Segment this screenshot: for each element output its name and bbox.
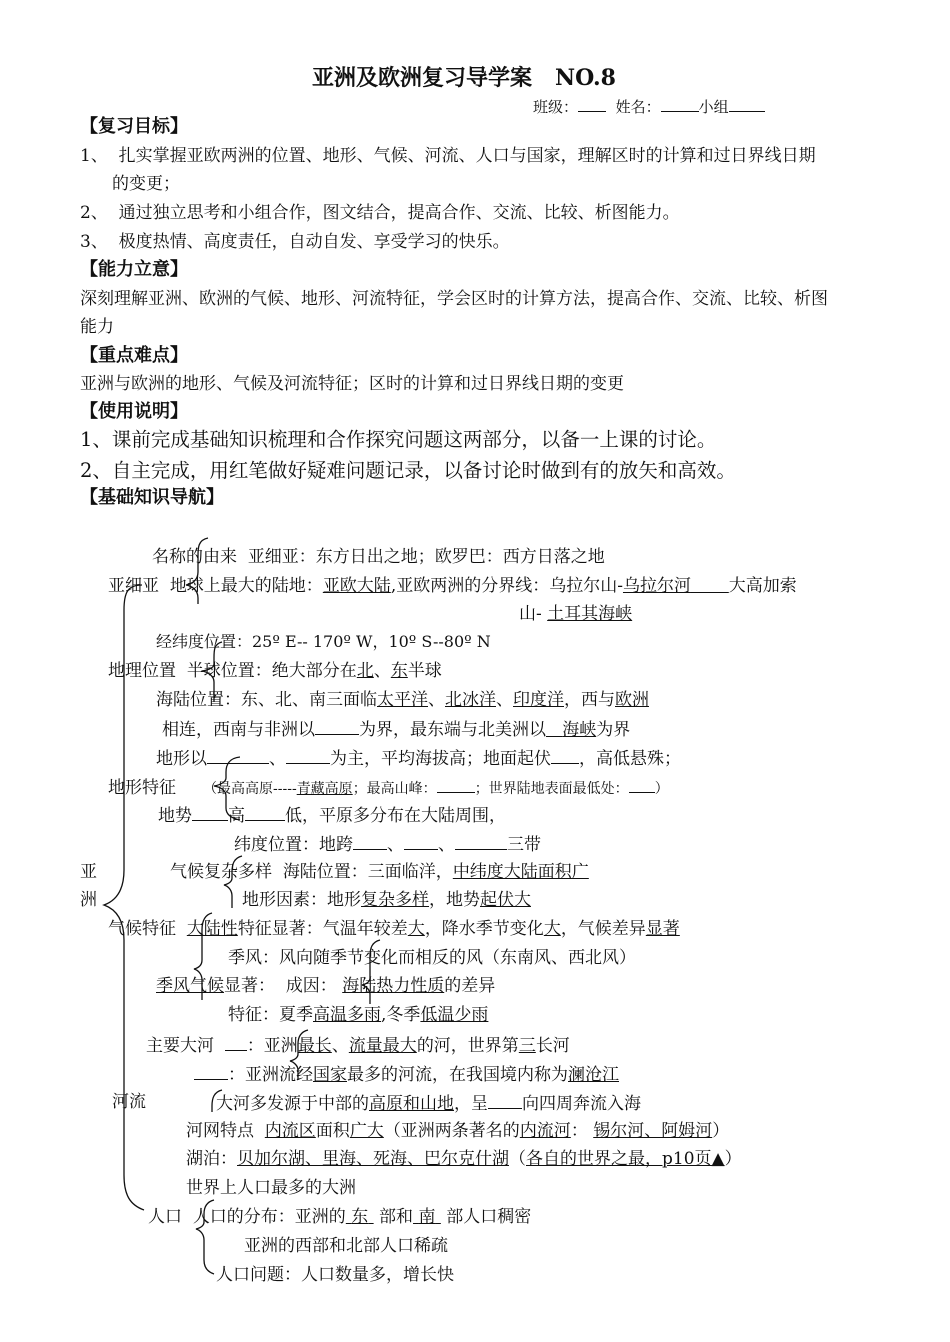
page-title: 亚洲及欧洲复习导学案 NO.8	[312, 65, 616, 91]
outline-pop-most: 世界上人口最多的大洲	[186, 1178, 356, 1198]
outline-name-origin: 名称的由来 亚细亚：东方日出之地；欧罗巴：西方日落之地	[152, 547, 605, 567]
ability-text-1: 深刻理解亚洲、欧洲的气候、地形、河流特征，学会区时的计算方法，提高合作、交流、比较、析图	[80, 289, 828, 309]
outline-slope: 地势 高 低，平原多分布在大陆周围，	[158, 806, 506, 826]
outline-hemisphere: 地理位置 半球位置：绝大部分在北、东半球	[108, 661, 442, 681]
outline-climate-complex: 气候复杂多样 海陆位置：三面临洋，中纬度大陆面积广	[170, 862, 589, 882]
section-basics: 【基础知识导航】	[80, 487, 224, 508]
outline-network: 河网特点 内流区面积广大（亚洲两条著名的内流河： 锡尔河、阿姆河）	[186, 1121, 730, 1141]
blank-terrain-2[interactable]	[286, 747, 330, 764]
outline-monsoon-def: 季风：风向随季节变化而相反的风（东南风、西北风）	[228, 948, 636, 968]
section-key: 【重点难点】	[80, 345, 188, 366]
goal-1: 1、 扎实掌握亚欧两洲的位置、地形、气候、河流、人口与国家，理解区时的计算和过日界线日期	[80, 146, 816, 166]
outline-yangtze: 主要大河 ：亚洲最长、流量最大的河，世界第三长河	[146, 1036, 570, 1056]
outline-pop-problem: 人口问题：人口数量多，增长快	[216, 1265, 454, 1285]
outline-rivers: 河流	[112, 1092, 146, 1112]
outline-pop-dist: 人口 人口的分布：亚洲的 东 部和 南 部人口稠密	[148, 1207, 532, 1227]
outline-terrain-factor: 地形因素：地形复杂多样，地势起伏大	[242, 890, 531, 910]
usage-2: 2、自主完成，用红笔做好疑难问题记录，以备讨论时做到有的放矢和高效。	[80, 459, 736, 482]
blank-africa-boundary[interactable]	[315, 718, 359, 735]
outline-pop-sparse: 亚洲的西部和北部人口稀疏	[244, 1236, 448, 1256]
blank-terrain-1[interactable]	[207, 747, 269, 764]
outline-adjacent: 相连，西南与非洲以 为界，最东端与北美洲以 海峡为界	[162, 720, 631, 740]
doc-number: NO.8	[555, 65, 616, 91]
outline-monsoon-feature: 特征：夏季高温多雨,冬季低温少雨	[228, 1005, 489, 1025]
student-info: 班级： 姓名： 小组	[533, 95, 765, 117]
outline-monsoon-cause: 季风气候显著： 成因： 海陆热力性质的差异	[156, 976, 496, 996]
usage-1: 1、课前完成基础知识梳理和合作探究问题这两部分，以备一上课的讨论。	[80, 428, 717, 451]
outline-largest-land: 亚细亚 地球上最大的陆地：亚欧大陆,亚欧两洲的分界线：乌拉尔山-乌拉尔河 大高加索	[108, 576, 797, 596]
outline-latitude: 纬度位置：地跨 、 、 三带	[234, 835, 541, 855]
key-text: 亚洲与欧洲的地形、气候及河流特征；区时的计算和过日界线日期的变更	[80, 374, 624, 394]
goal-3: 3、 极度热情、高度责任，自动自发、享受学习的快乐。	[80, 232, 510, 252]
outline-continental: 气候特征 大陆性特征显著：气温年较差大，降水季节变化大，气候差异显著	[108, 919, 680, 939]
outline-flow: 大河多发源于中部的高原和山地，呈 向四周奔流入海	[216, 1094, 641, 1114]
outline-latlon: 经纬度位置：25º E-- 170º W，10º S--80º N	[156, 632, 491, 651]
blank-slope-low[interactable]	[245, 804, 285, 821]
blank-zone-2[interactable]	[404, 833, 438, 850]
section-ability: 【能力立意】	[80, 259, 188, 280]
blank-river-1[interactable]	[225, 1034, 247, 1051]
outline-mekong: ：亚洲流经国家最多的河流，在我国境内称为澜沧江	[194, 1063, 619, 1085]
outline-terrain: 地形以 、 为主，平均海拔高；地面起伏 ，高低悬殊；	[156, 749, 681, 769]
blank-river-2[interactable]	[194, 1063, 228, 1080]
outline-lakes: 湖泊：贝加尔湖、里海、死海、巴尔克什湖（各自的世界之最，p10页▲）	[186, 1149, 742, 1169]
blank-flow[interactable]	[488, 1092, 522, 1109]
blank-highest-peak[interactable]	[437, 776, 475, 793]
outline-terrain-highest: 地形特征 （最高高原-----青藏高原；最高山峰： ；世界陆地表面最低处： ）	[108, 778, 669, 798]
section-goals: 【复习目标】	[80, 116, 188, 137]
outline-asia-char-1: 亚	[80, 862, 97, 882]
outline-sea-land: 海陆位置：东、北、南三面临太平洋、北冰洋、印度洋，西与欧洲	[156, 690, 649, 710]
outline-boundary-cont: 山- 土耳其海峡	[519, 604, 633, 624]
ability-text-2: 能力	[80, 317, 114, 337]
blank-relief[interactable]	[551, 747, 579, 764]
blank-zone-3[interactable]	[455, 833, 507, 850]
blank-zone-1[interactable]	[353, 833, 387, 850]
blank-lowest[interactable]	[629, 776, 655, 793]
section-usage: 【使用说明】	[80, 401, 188, 422]
blank-slope-high[interactable]	[192, 804, 228, 821]
goal-2: 2、 通过独立思考和小组合作，图文结合，提高合作、交流、比较、析图能力。	[80, 203, 680, 223]
outline-asia-char-2: 洲	[80, 890, 97, 910]
goal-1-cont: 的变更；	[112, 174, 180, 194]
